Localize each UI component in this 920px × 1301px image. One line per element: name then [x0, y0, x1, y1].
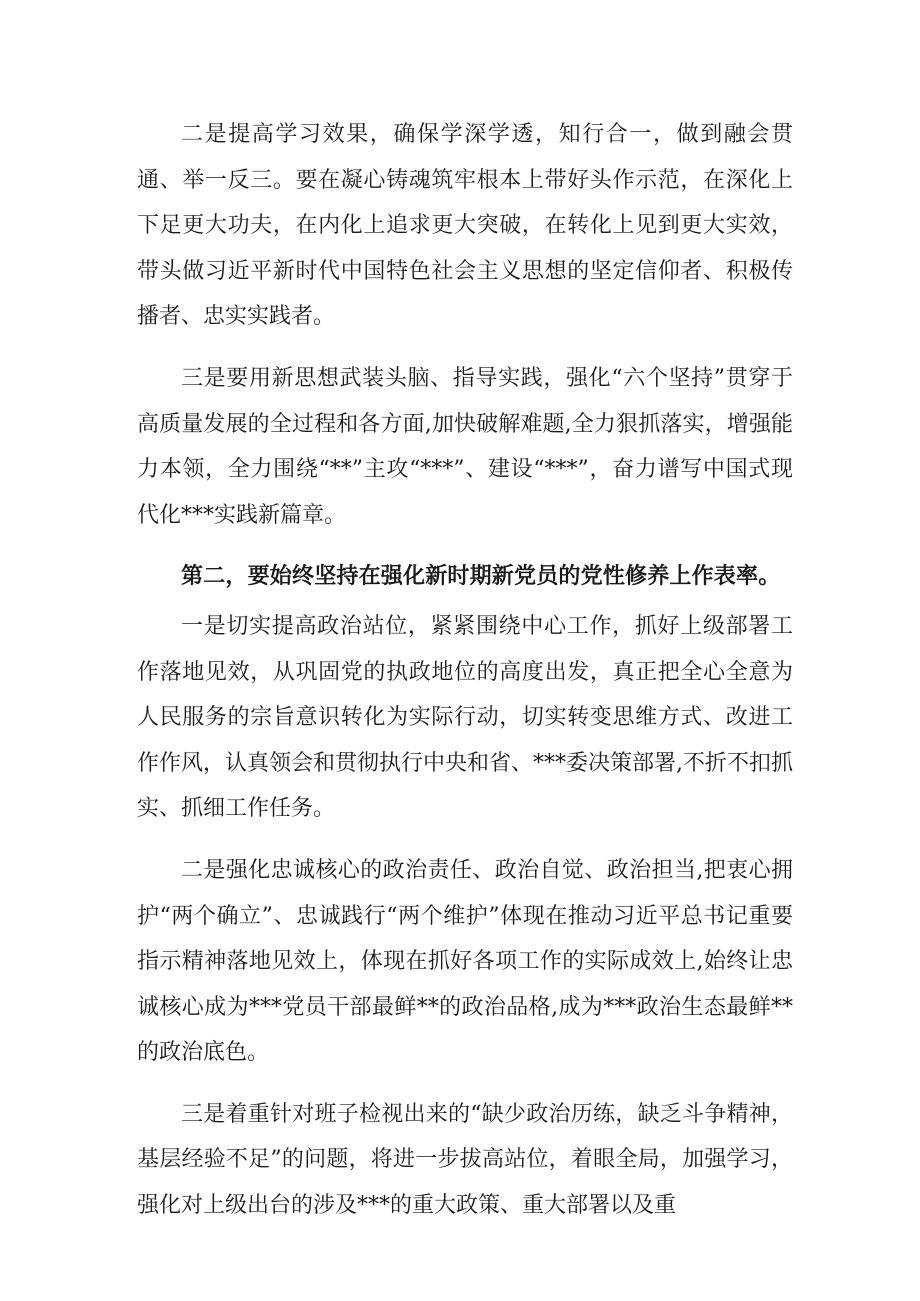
paragraph-political-stance: 一是切实提高政治站位，紧紧围绕中心工作，抓好上级部署工作落地见效，从巩固党的执政地位的高度出发，真正把全心全意为人民服务的宗旨意识转化为实际行动，切实转变思维方式、改进工作作风，认真领会和贯彻执行中央和省、***委决策部署,不折不扣抓实、抓细工作任务。	[137, 613, 793, 822]
paragraph-new-thought: 三是要用新思想武装头脑、指导实践，强化“六个坚持”贯穿于高质量发展的全过程和各方面,加快破解难题,全力狠抓落实，增强能力本领，全力围绕“**”主攻“***”、建设“***”，奋力谱写中国式现代化***实践新篇章。	[137, 365, 793, 528]
paragraph-study-effect: 二是提高学习效果，确保学深学透，知行合一，做到融会贯通、举一反三。要在凝心铸魂筑牢根本上带好头作示范，在深化上下足更大功夫，在内化上追求更大突破，在转化上见到更大实效，带头做习近平新时代中国特色社会主义思想的坚定信仰者、积极传播者、忠实实践者。	[137, 122, 793, 330]
document-body	[137, 112, 793, 1245]
paragraph-loyalty-core: 二是强化忠诚核心的政治责任、政治自觉、政治担当,把衷心拥护“两个确立”、忠诚践行“两个维护”体现在推动习近平总书记重要指示精神落地见效上，体现在抓好各项工作的实际成效上,始终让忠诚核心成为***党员干部最鲜**的政治品格,成为***政治生态最鲜**的政治底色。	[137, 857, 793, 1066]
section-heading-second: 第二，要始终坚持在强化新时期新党员的党性修养上作表率。	[181, 564, 781, 590]
paragraph-team-issues: 三是着重针对班子检视出来的“缺少政治历练，缺乏斗争精神，基层经验不足”的问题，将进一步拔高站位，着眼全局，加强学习，强化对上级出台的涉及***的重大政策、重大部署以及重	[137, 1101, 793, 1219]
